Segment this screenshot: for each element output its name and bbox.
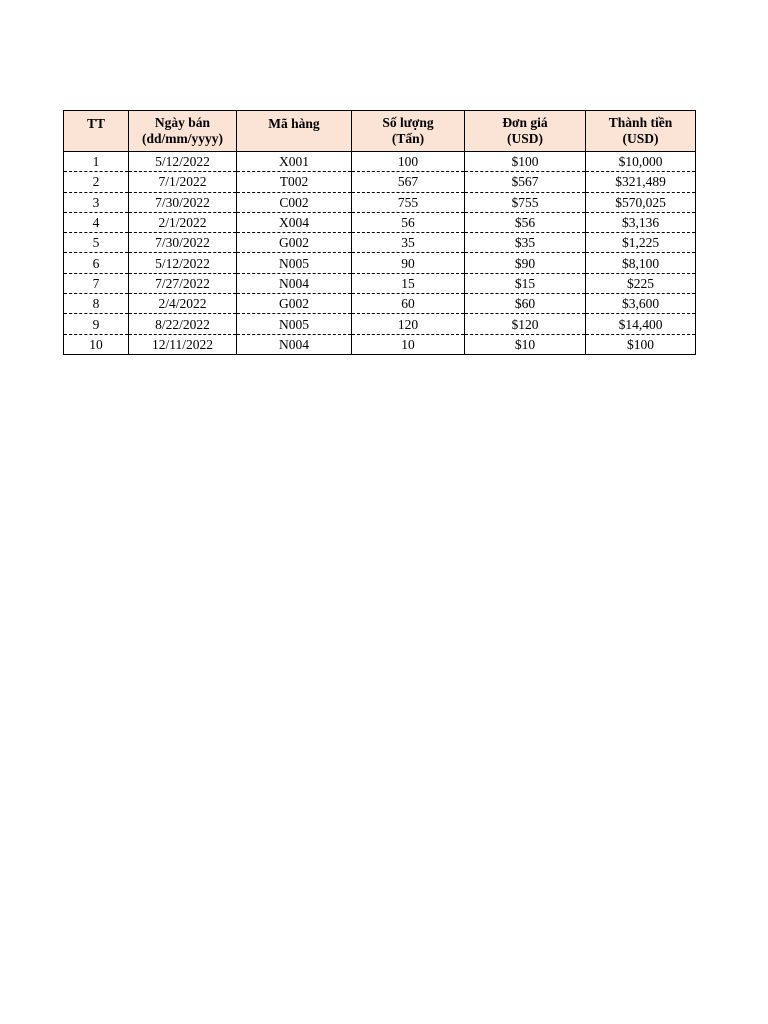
cell-unit-price: $90 — [465, 253, 586, 273]
header-total: Thành tiền (USD) — [586, 111, 696, 152]
cell-total: $321,489 — [586, 172, 696, 192]
cell-unit-price: $567 — [465, 172, 586, 192]
cell-item-code: N005 — [237, 314, 352, 334]
cell-tt: 9 — [64, 314, 129, 334]
header-row — [64, 111, 696, 152]
cell-tt: 6 — [64, 253, 129, 273]
cell-tt: 2 — [64, 172, 129, 192]
cell-total: $225 — [586, 273, 696, 293]
table-row — [64, 334, 696, 354]
cell-quantity: 90 — [352, 253, 465, 273]
cell-tt: 7 — [64, 273, 129, 293]
cell-item-code: T002 — [237, 172, 352, 192]
table-row — [64, 253, 696, 273]
header-sale-date: Ngày bán (dd/mm/yyyy) — [129, 111, 237, 152]
cell-sale-date: 5/12/2022 — [129, 152, 237, 172]
cell-sale-date: 7/30/2022 — [129, 233, 237, 253]
cell-tt: 1 — [64, 152, 129, 172]
cell-total: $10,000 — [586, 152, 696, 172]
cell-sale-date: 7/1/2022 — [129, 172, 237, 192]
cell-tt: 4 — [64, 212, 129, 232]
cell-item-code: G002 — [237, 294, 352, 314]
cell-quantity: 35 — [352, 233, 465, 253]
cell-unit-price: $35 — [465, 233, 586, 253]
cell-total: $1,225 — [586, 233, 696, 253]
cell-quantity: 120 — [352, 314, 465, 334]
cell-item-code: C002 — [237, 192, 352, 212]
cell-quantity: 56 — [352, 212, 465, 232]
table-row — [64, 233, 696, 253]
cell-quantity: 10 — [352, 334, 465, 354]
cell-sale-date: 8/22/2022 — [129, 314, 237, 334]
cell-tt: 3 — [64, 192, 129, 212]
cell-sale-date: 12/11/2022 — [129, 334, 237, 354]
header-unit-price: Đơn giá (USD) — [465, 111, 586, 152]
cell-item-code: N004 — [237, 273, 352, 293]
cell-item-code: X004 — [237, 212, 352, 232]
cell-tt: 10 — [64, 334, 129, 354]
cell-sale-date: 7/30/2022 — [129, 192, 237, 212]
cell-sale-date: 2/4/2022 — [129, 294, 237, 314]
table-row — [64, 294, 696, 314]
cell-quantity: 567 — [352, 172, 465, 192]
cell-tt: 5 — [64, 233, 129, 253]
table-row — [64, 273, 696, 293]
table-row — [64, 172, 696, 192]
cell-total: $14,400 — [586, 314, 696, 334]
table-row — [64, 192, 696, 212]
cell-total: $3,136 — [586, 212, 696, 232]
cell-quantity: 755 — [352, 192, 465, 212]
cell-sale-date: 2/1/2022 — [129, 212, 237, 232]
cell-unit-price: $60 — [465, 294, 586, 314]
cell-total: $100 — [586, 334, 696, 354]
cell-sale-date: 5/12/2022 — [129, 253, 237, 273]
cell-item-code: G002 — [237, 233, 352, 253]
cell-total: $570,025 — [586, 192, 696, 212]
table-header — [64, 111, 696, 152]
cell-unit-price: $56 — [465, 212, 586, 232]
cell-quantity: 60 — [352, 294, 465, 314]
sales-table — [63, 110, 696, 355]
cell-unit-price: $755 — [465, 192, 586, 212]
cell-item-code: N004 — [237, 334, 352, 354]
table-row — [64, 314, 696, 334]
header-tt: TT — [64, 111, 129, 152]
cell-sale-date: 7/27/2022 — [129, 273, 237, 293]
table-row — [64, 152, 696, 172]
cell-quantity: 100 — [352, 152, 465, 172]
cell-unit-price: $10 — [465, 334, 586, 354]
cell-item-code: N005 — [237, 253, 352, 273]
cell-tt: 8 — [64, 294, 129, 314]
cell-quantity: 15 — [352, 273, 465, 293]
cell-total: $8,100 — [586, 253, 696, 273]
cell-unit-price: $120 — [465, 314, 586, 334]
cell-item-code: X001 — [237, 152, 352, 172]
cell-unit-price: $100 — [465, 152, 586, 172]
header-item-code: Mã hàng — [237, 111, 352, 152]
cell-unit-price: $15 — [465, 273, 586, 293]
header-quantity: Số lượng (Tấn) — [352, 111, 465, 152]
table-body — [64, 152, 696, 355]
cell-total: $3,600 — [586, 294, 696, 314]
table-row — [64, 212, 696, 232]
